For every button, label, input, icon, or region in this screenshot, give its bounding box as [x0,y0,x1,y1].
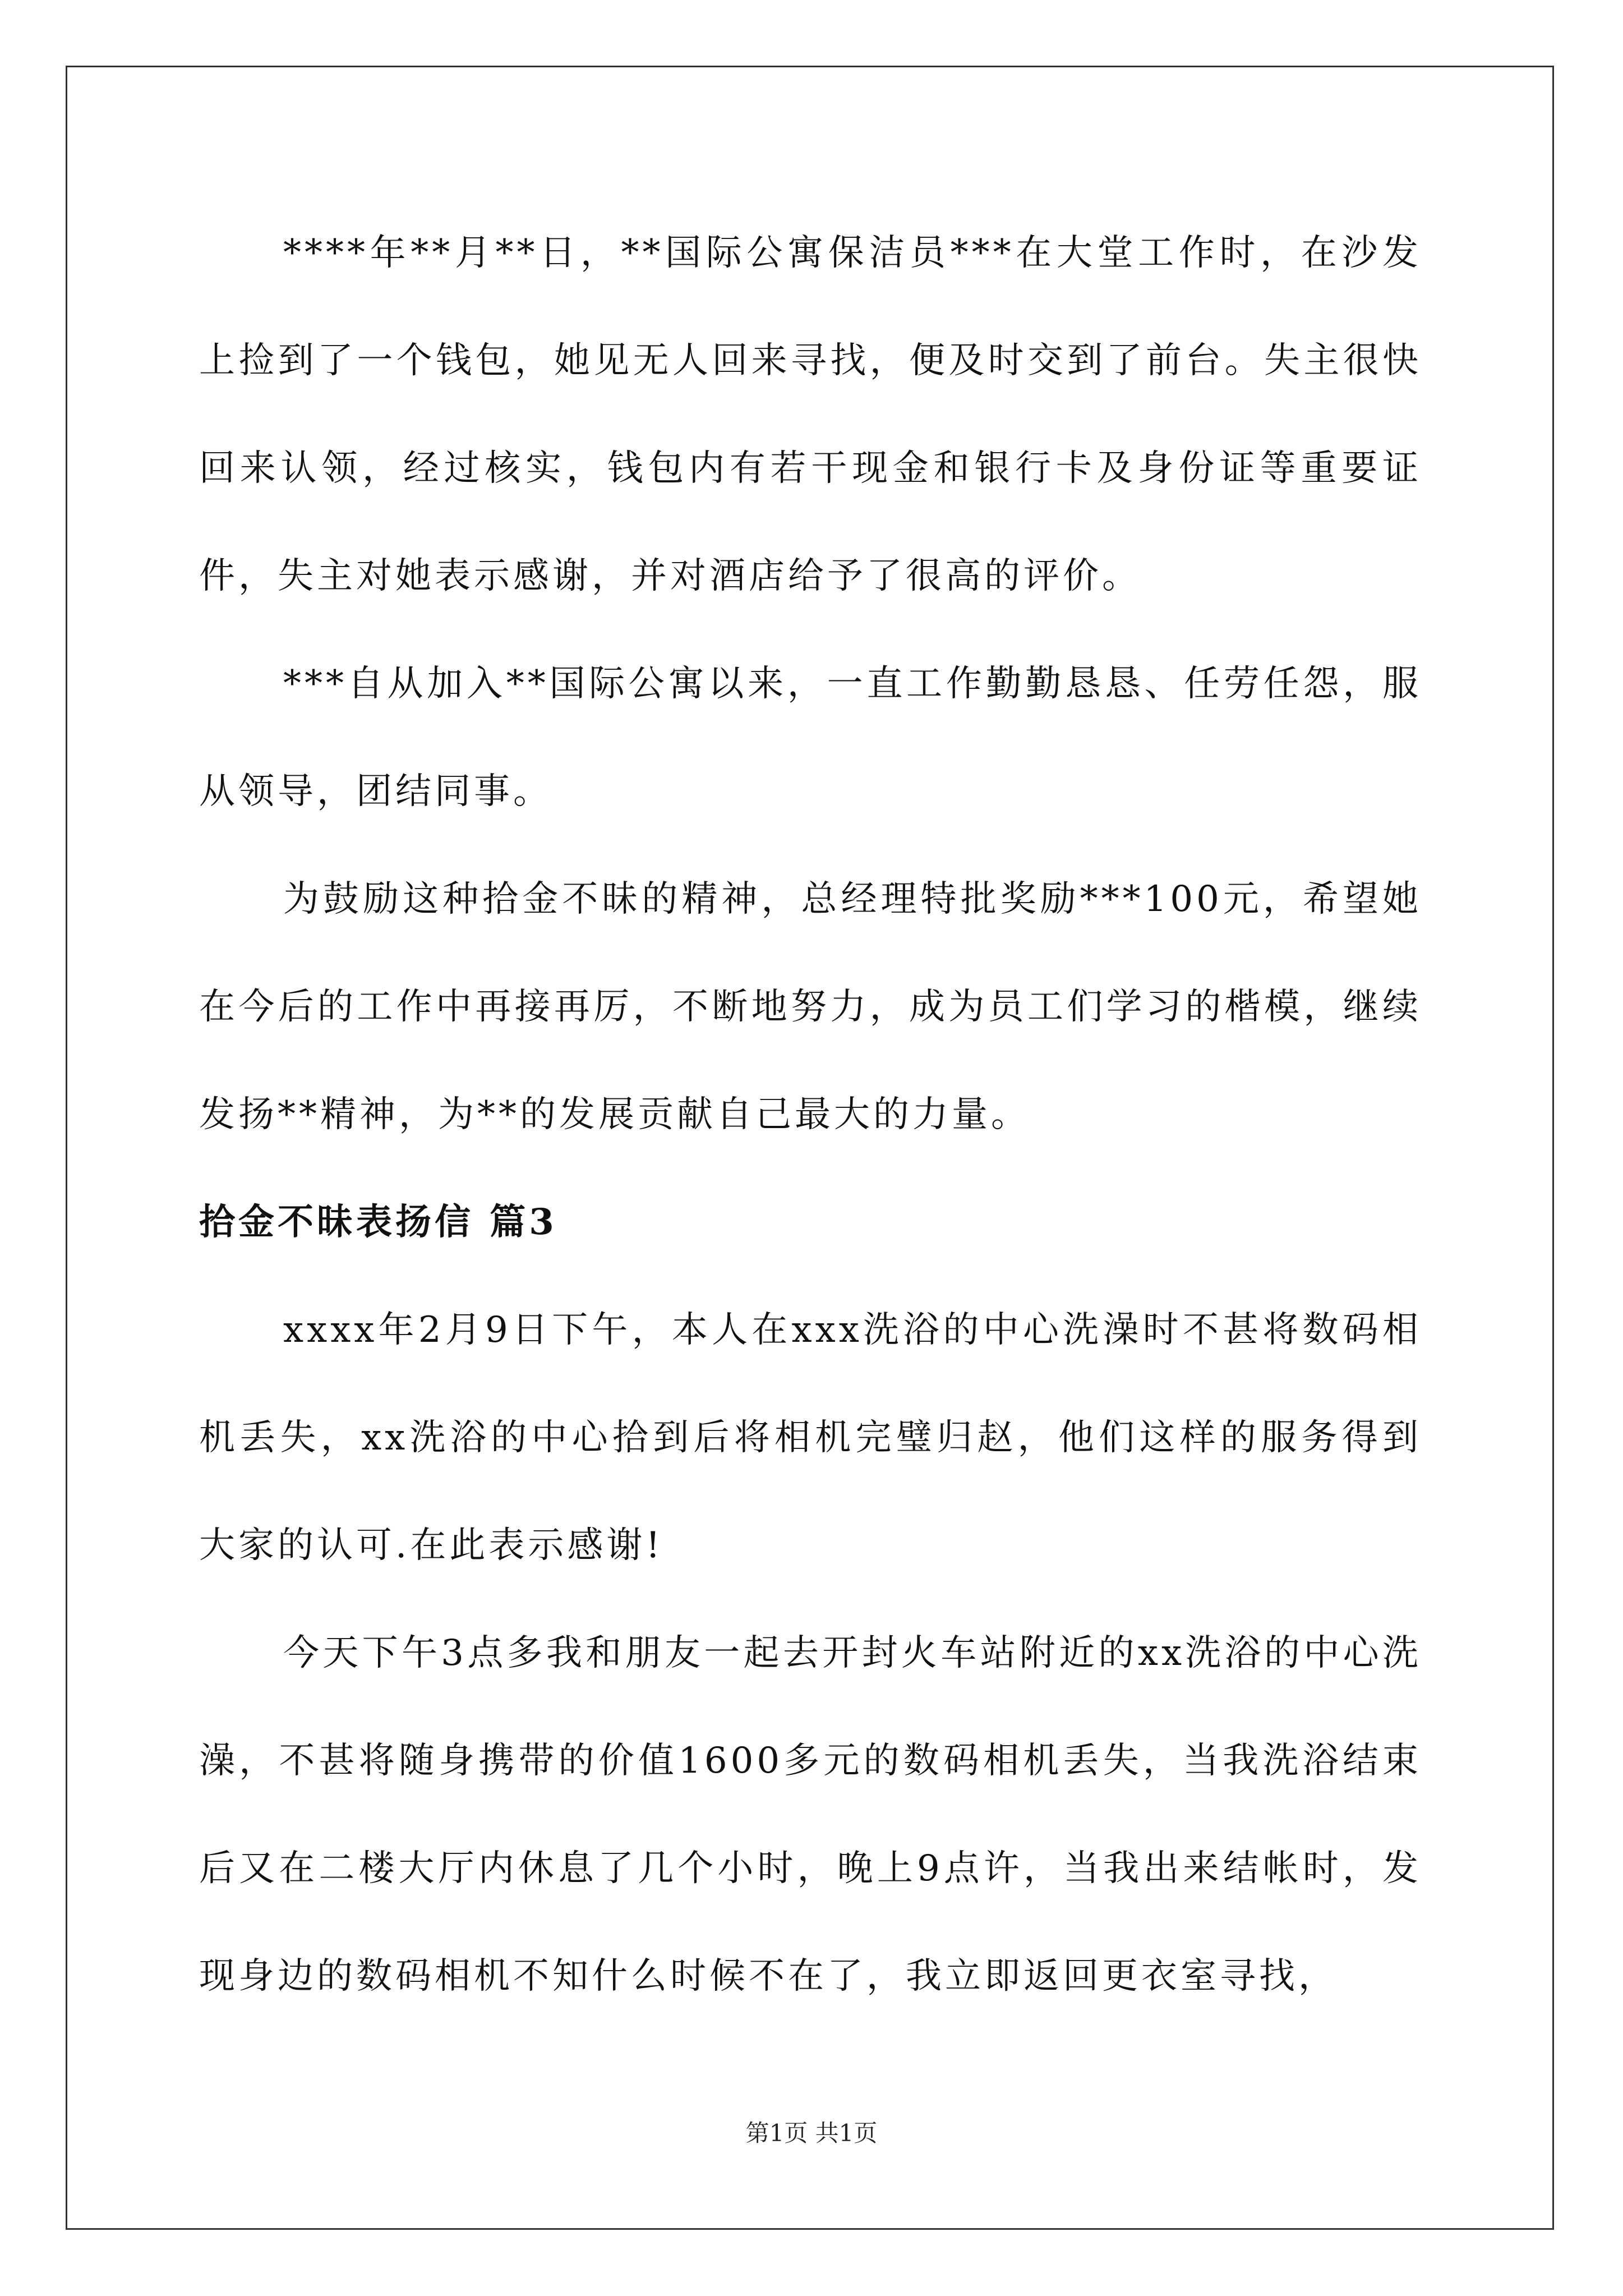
paragraph-camera-returned: xxxx年2月9日下午，本人在xxx洗浴的中心洗澡时不甚将数码相机丢失，xx洗浴的中心拾到后将相机完璧归赵，他们这样的服务得到大家的认可.在此表示感谢! [199,1309,1422,1566]
document-body [199,199,1422,2030]
section-heading: 拾金不昧表扬信 篇3 [199,1201,557,1243]
paragraph-reward: 为鼓励这种拾金不昧的精神，总经理特批奖励***100元，希望她在今后的工作中再接再厉，不断地努力，成为员工们学习的楷模，继续发扬**精神，为**的发展贡献自己最大的力量。 [199,878,1422,1135]
page-number-footer: 第1页 共1页 [745,2119,878,2147]
paragraph-employee-conduct: ***自从加入**国际公寓以来，一直工作勤勤恳恳、任劳任怨，服从领导，团结同事。 [199,663,1422,812]
paragraph-wallet-found: ****年**月**日，**国际公寓保洁员***在大堂工作时，在沙发上捡到了一个钱包，她见无人回来寻找，便及时交到了前台。失主很快回来认领，经过核实，钱包内有若干现金和银行卡及身份证等重要证件，失主对她表示感谢，并对酒店给予了很高的评价。 [199,232,1422,597]
paragraph-camera-story: 今天下午3点多我和朋友一起去开封火车站附近的xx洗浴的中心洗澡，不甚将随身携带的价值1600多元的数码相机丢失，当我洗浴结束后又在二楼大厅内休息了几个小时，晚上9点许，当我出来结帐时，发现身边的数码相机不知什么时候不在了，我立即返回更衣室寻找， [199,1632,1422,1997]
